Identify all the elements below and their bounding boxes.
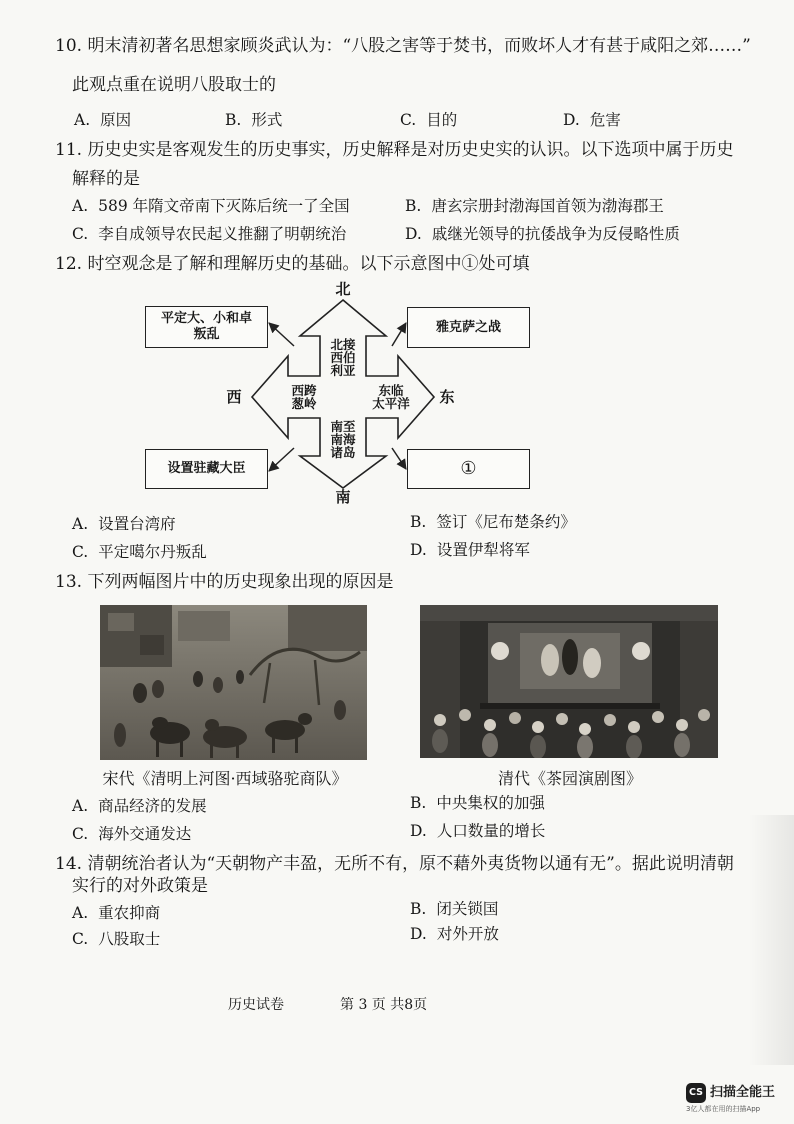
q10-stem-line-1: 10. 明末清初著名思想家顾炎武认为：“八股之害等于焚书，而败坏人才有甚于咸阳之郊……” [55, 36, 751, 56]
footer-page-number: 第 3 页 共8页 [340, 997, 428, 1013]
q11-option-d [405, 224, 680, 244]
arrow-to-bottom-right-box [392, 448, 406, 469]
option-label: C. [72, 543, 89, 561]
west-arrow-line: 西跨 [291, 383, 317, 398]
option-text: 闭关锁国 [436, 900, 499, 918]
option-text: 设置伊犁将军 [436, 541, 530, 559]
q13-option-c [72, 824, 191, 844]
box-bottom-left-text: 设置驻藏大臣 [167, 461, 246, 476]
option-label: A. [72, 197, 89, 215]
north-arrow-line: 北接 [330, 337, 356, 352]
option-text: 八股取士 [98, 930, 161, 948]
q12-option-d [410, 540, 530, 560]
caption-left-painting: 宋代《清明上河图·西域骆驼商队》 [102, 769, 348, 788]
footer-subject: 历史试卷 [228, 997, 284, 1013]
option-label: B. [410, 794, 427, 812]
q10-stem-line-2: 此观点重在说明八股取士的 [72, 75, 276, 95]
east-arrow-line: 东临 [378, 383, 404, 398]
box-bottom-left [145, 449, 268, 489]
option-label: C. [400, 111, 417, 129]
q14-option-a [72, 903, 160, 923]
option-label: D. [410, 541, 427, 559]
q14-stem-line-2: 实行的对外政策是 [72, 876, 208, 896]
south-arrow-line: 南海 [330, 432, 356, 447]
south-arrow-line: 诸岛 [330, 445, 356, 460]
q12-stem: 12. 时空观念是了解和理解历史的基础。以下示意图中①处可填 [55, 254, 530, 274]
option-text: 重农抑商 [98, 904, 161, 922]
option-text: 商品经济的发展 [98, 797, 207, 815]
q14-option-c [72, 929, 160, 949]
option-text: 平定噶尔丹叛乱 [98, 543, 207, 561]
box-top-left-line: 叛乱 [193, 327, 220, 342]
q12-option-b [410, 512, 576, 532]
west-arrow-label [288, 384, 320, 410]
option-label: B. [405, 197, 422, 215]
option-text: 危害 [589, 111, 621, 129]
option-text: 李自成领导农民起义推翻了明朝统治 [98, 225, 347, 243]
south-arrow-label [320, 420, 366, 459]
option-label: A. [72, 515, 89, 533]
option-text: 原因 [100, 111, 132, 129]
q13-option-d [410, 821, 545, 841]
q10-option-d [563, 110, 621, 130]
arrow-to-top-left-box [269, 323, 294, 346]
option-label: B. [410, 513, 427, 531]
north-arrow-label [320, 338, 366, 377]
option-text: 589 年隋文帝南下灭陈后统一了全国 [98, 197, 350, 215]
option-label: B. [225, 111, 242, 129]
box-top-right-text: 雅克萨之战 [435, 319, 501, 335]
option-label: A. [72, 797, 89, 815]
east-arrow-line: 太平洋 [372, 396, 410, 411]
direction-south: 南 [335, 488, 351, 506]
option-label: A. [74, 111, 91, 129]
qingming-camel-caravan-painting [100, 605, 367, 760]
box-top-left [145, 306, 268, 348]
option-label: D. [410, 925, 427, 943]
scan-edge-shadow [748, 815, 794, 1065]
option-label: B. [410, 900, 427, 918]
option-label: C. [72, 225, 89, 243]
north-arrow-line: 利亚 [330, 363, 356, 378]
option-label: A. [72, 904, 89, 922]
q12-option-a [72, 514, 176, 534]
q14-option-d [410, 924, 499, 944]
q13-option-a [72, 796, 207, 816]
option-text: 对外开放 [436, 925, 499, 943]
q11-option-a [72, 196, 350, 216]
q13-stem: 13. 下列两幅图片中的历史现象出现的原因是 [55, 572, 394, 592]
q10-option-a [74, 110, 131, 130]
option-text: 签订《尼布楚条约》 [436, 513, 576, 531]
west-arrow-line: 葱岭 [291, 396, 317, 411]
option-label: C. [72, 930, 89, 948]
direction-north: 北 [335, 280, 351, 298]
q11-stem-line-2: 解释的是 [72, 169, 140, 189]
box-top-left-line: 平定大、小和卓 [160, 311, 252, 326]
teahouse-theater-painting [420, 605, 718, 758]
box-top-right [407, 307, 530, 348]
option-text: 戚继光领导的抗倭战争为反侵略性质 [431, 225, 680, 243]
q14-option-b [410, 899, 498, 919]
option-label: C. [72, 825, 89, 843]
box-bottom-right [407, 449, 530, 489]
q14-stem-line-1: 14. 清朝统治者认为“天朝物产丰盈，无所不有，原不藉外夷货物以通有无”。据此说明清朝 [55, 854, 734, 874]
arrow-to-bottom-left-box [269, 448, 294, 471]
caption-right-painting: 清代《茶园演剧图》 [497, 769, 642, 788]
q11-option-c [72, 224, 346, 244]
direction-west: 西 [226, 388, 242, 406]
direction-east: 东 [439, 388, 455, 406]
option-label: D. [563, 111, 580, 129]
south-arrow-line: 南至 [330, 419, 356, 434]
q11-stem-line-1: 11. 历史史实是客观发生的历史事实，历史解释是对历史史实的认识。以下选项中属于历史 [55, 140, 734, 160]
option-text: 中央集权的加强 [436, 794, 545, 812]
q10-option-c [400, 110, 457, 130]
option-text: 形式 [251, 111, 283, 129]
option-text: 人口数量的增长 [436, 822, 546, 840]
east-arrow-label [366, 384, 416, 410]
scanner-app-name: 扫描全能王 [710, 1085, 776, 1100]
arrow-to-top-right-box [392, 323, 406, 346]
blank-marker: ① [460, 458, 477, 479]
q13-option-b [410, 793, 545, 813]
option-label: D. [405, 225, 422, 243]
option-text: 唐玄宗册封渤海国首领为渤海郡王 [431, 197, 664, 215]
q10-option-b [225, 110, 282, 130]
north-arrow-line: 西伯 [330, 350, 356, 365]
option-label: D. [410, 822, 427, 840]
option-text: 海外交通发达 [98, 825, 192, 843]
option-text: 目的 [426, 111, 458, 129]
option-text: 设置台湾府 [98, 515, 176, 533]
scanner-slogan: 3亿人都在用的扫描App [686, 1105, 761, 1113]
q12-option-c [72, 542, 207, 562]
scanner-badge [686, 1080, 790, 1116]
q11-option-b [405, 196, 664, 216]
cs-logo-icon: CS [686, 1083, 706, 1103]
